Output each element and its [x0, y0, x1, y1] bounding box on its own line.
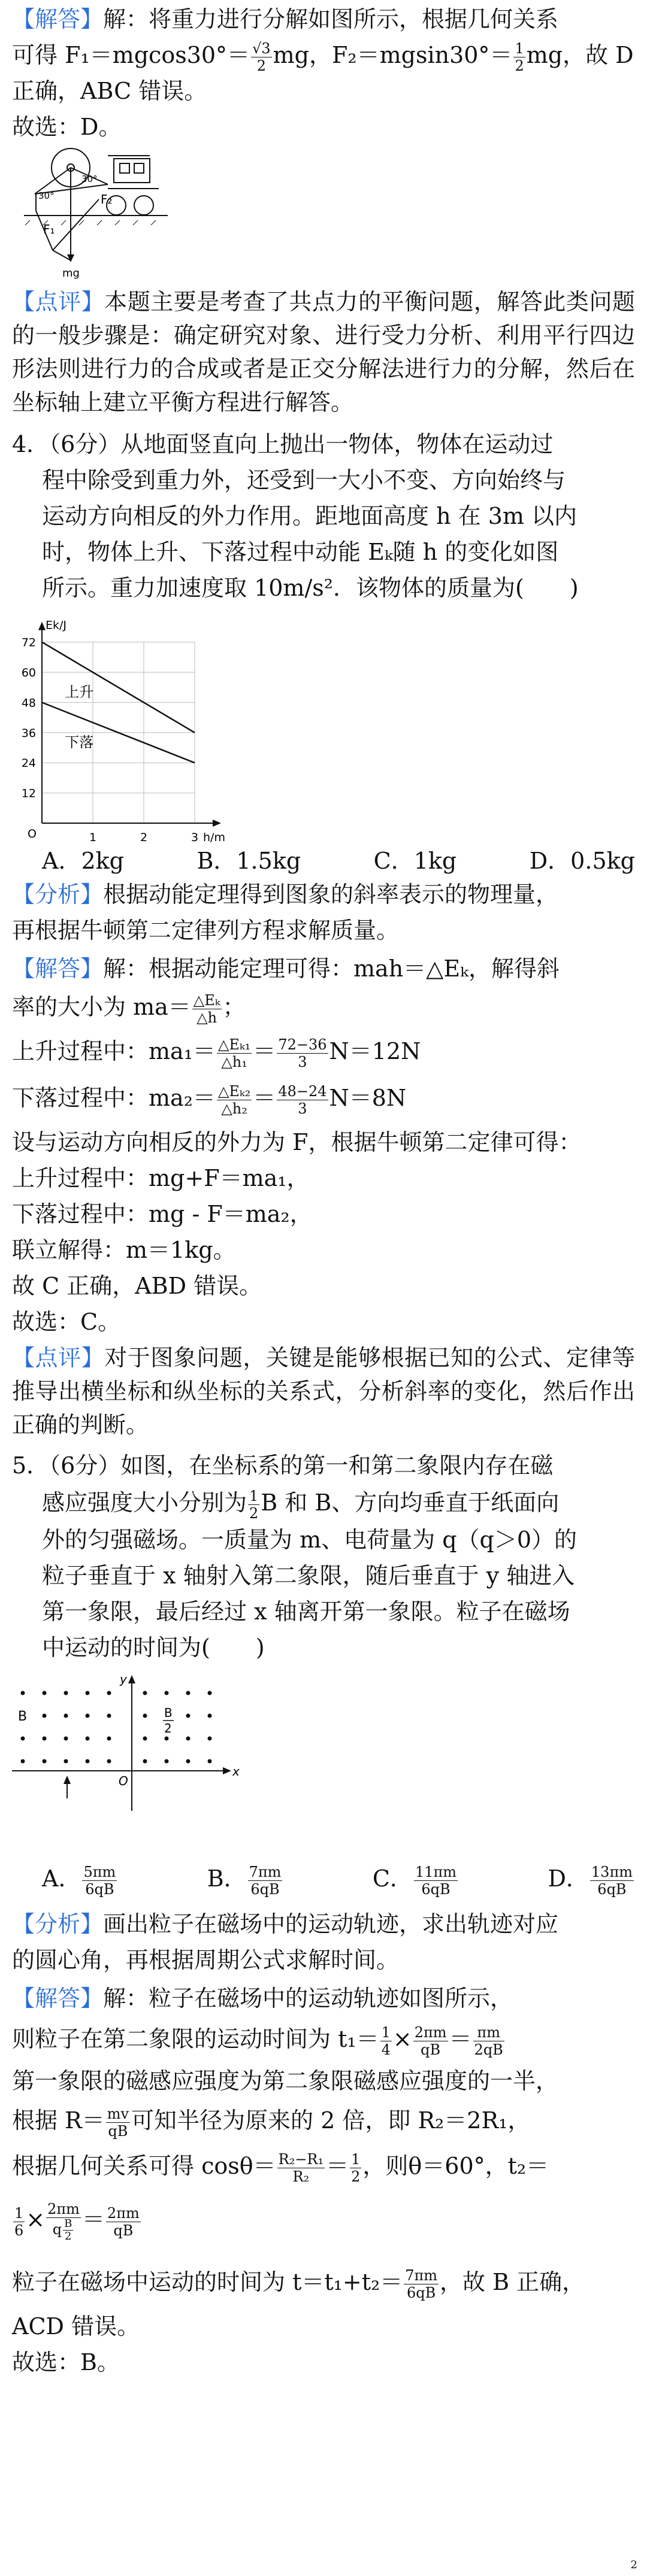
- field-dot: [21, 1737, 25, 1741]
- a5-solution-6: $\frac{1}{6}$ × 2πm q $\frac{B}{2}$ ＝ $\frac{2\pi m}{qB}$: [14, 2201, 140, 2243]
- field-dot: [86, 1737, 90, 1741]
- y-tick-label: 48: [21, 696, 36, 710]
- x-tick-label: 2: [140, 831, 148, 844]
- field-dot: [64, 1714, 68, 1718]
- y-axis-arrow: [128, 1675, 135, 1683]
- field-dot: [165, 1759, 169, 1764]
- field-dot: [21, 1759, 25, 1764]
- q4-option-a: A．2kg: [42, 848, 124, 874]
- p1-answer: 故选：D。: [12, 114, 122, 140]
- a4-s3: 下落过程中：mg - F＝ma₂，: [12, 1201, 313, 1227]
- y-tick-label: 72: [21, 636, 36, 650]
- field-dot: [43, 1737, 47, 1741]
- field-dot: [86, 1759, 90, 1764]
- y-axis-label: Ek/J: [46, 618, 67, 632]
- q5-line1: 5．（6分）如图，在坐标系的第一和第二象限内存在磁: [12, 1452, 554, 1479]
- q5-line5: 第一象限，最后经过 x 轴离开第一象限。粒子在磁场: [42, 1598, 570, 1625]
- a4-analysis-1: 【分析】根据动能定理得到图象的斜率表示的物理量，: [12, 881, 559, 908]
- a5-solution-8: ACD 错误。: [12, 2313, 140, 2340]
- q4-option-c: C．1kg: [373, 848, 457, 874]
- y-axis-arrow: [38, 622, 46, 630]
- q5-option-a: A． $\frac{5\pi m}{6qB}$: [42, 1864, 116, 1898]
- field-dot: [208, 1714, 212, 1718]
- a4-up: 上升过程中：ma₁＝ $\frac{\text{△Eₖ₁}}{\text{△h₁}}$ ＝ $\frac{72-36}{3}$ N＝12N: [12, 1036, 421, 1070]
- q4-line4: 时，物体上升、下落过程中动能 Eₖ随 h 的变化如图: [42, 539, 559, 565]
- a4-analysis-2: 再根据牛顿第二定律列方程求解质量。: [12, 917, 400, 943]
- field-dot: [107, 1737, 111, 1741]
- field-dot: [208, 1759, 212, 1764]
- label-f1: F₁: [43, 222, 55, 236]
- a4-s1: 设与运动方向相反的外力为 F，根据牛顿第二定律可得：: [12, 1129, 582, 1155]
- field-dot: [21, 1691, 25, 1695]
- x-label: x: [232, 1764, 240, 1779]
- field-dot: [107, 1714, 111, 1718]
- a4-answer: 故选：C。: [12, 1309, 121, 1335]
- field-dot: [208, 1691, 212, 1695]
- field-dot: [86, 1691, 90, 1695]
- field-dot: [186, 1714, 191, 1718]
- a5-answer: 故选：B。: [12, 2349, 120, 2375]
- a5-solution-5: 根据几何关系可得 cosθ＝ $\frac{\text{R₂−R₁}}{\text{R₂}}$ ＝ $\frac{1}{2}$ ，则θ＝60°，t₂＝: [12, 2151, 549, 2185]
- q5-line4: 粒子垂直于 x 轴射入第二象限，随后垂直于 y 轴进入: [42, 1562, 575, 1589]
- y-tick-label: 12: [21, 787, 36, 800]
- q5-options: [42, 1862, 635, 1898]
- comment-1: 【点评】本题主要是考查了共点力的平衡问题，解答此类问题的一般步骤是：确定研究对象、进行受力分析、利用平行四边形法则进行力的合成或者是正交分解法进行力的分解，然后在坐标轴上建立平衡方程进行解答。: [12, 289, 635, 415]
- q5-option-d: D． $\frac{13\pi m}{6qB}$: [548, 1864, 633, 1898]
- a4-down: 下落过程中：ma₂＝ $\frac{\text{△Eₖ₂}}{\text{△h₂}}$ ＝ $\frac{48-24}{3}$ N＝8N: [12, 1083, 407, 1117]
- label-b: B: [18, 1709, 28, 1724]
- q5-option-b: B． $\frac{7\pi m}{6qB}$: [207, 1864, 282, 1898]
- a4-solution-2: 率的大小为 ma＝ $\frac{\text{△Eₖ}}{\triangle h}$ ；: [12, 992, 246, 1026]
- p1-line1: 【解答】解：将重力进行分解如图所示，根据几何关系: [12, 6, 559, 32]
- fraction: $\frac{1}{2}$: [515, 40, 524, 74]
- field-dot: [143, 1714, 147, 1718]
- field-dot: [143, 1691, 147, 1695]
- field-dot: [143, 1737, 147, 1741]
- y-tick-label: 36: [21, 726, 36, 740]
- a5-solution-3: 第一象限的磁感应强度为第二象限磁感应强度的一半，: [12, 2068, 559, 2094]
- q4-line2: 程中除受到重力外，还受到一大小不变、方向始终与: [42, 467, 566, 493]
- answer-tag: 【解答】: [12, 6, 104, 32]
- q5-line3: 外的匀强磁场。一质量为 m、电荷量为 q（q＞0）的: [42, 1527, 578, 1553]
- field-dot: [43, 1714, 47, 1718]
- ek-h-chart: [12, 617, 264, 856]
- label-30b: 30°: [81, 174, 98, 184]
- force-diagram: [24, 144, 204, 281]
- origin-label: O: [119, 1774, 128, 1788]
- x-axis-arrow: [223, 1767, 231, 1774]
- p1-line2: 可得 F₁＝mgcos30°＝ $\frac{√3}{2}$ mg，F₂＝mgsin30°＝ $\frac{1}{2}$ mg，故 D: [12, 40, 634, 74]
- y-tick-label: 24: [21, 757, 36, 770]
- x-axis-arrow: [213, 820, 221, 827]
- label-30a: 30°: [38, 190, 55, 201]
- field-dot: [64, 1759, 68, 1764]
- field-dot: [186, 1759, 191, 1764]
- label-b2-den: 2: [164, 1721, 172, 1735]
- field-dot: [43, 1759, 47, 1764]
- field-dot: [86, 1714, 90, 1718]
- field-dot: [143, 1759, 147, 1764]
- field-dot: [186, 1737, 191, 1741]
- field-dot: [107, 1691, 111, 1695]
- y-tick-label: 60: [21, 666, 36, 679]
- x-tick-label: 3: [191, 831, 199, 844]
- field-dot: [186, 1691, 191, 1695]
- field-dot: [43, 1691, 47, 1695]
- page-number: 2: [630, 2559, 637, 2571]
- particle-arrow-head: [64, 1776, 71, 1784]
- field-dot: [208, 1737, 212, 1741]
- label-f2: F₂: [101, 192, 113, 207]
- a5-solution-1: 【解答】解：粒子在磁场中的运动轨迹如图所示，: [12, 1985, 513, 2011]
- field-dot: [64, 1737, 68, 1741]
- fraction: $\frac{√3}{2}$: [252, 40, 271, 74]
- q5-line2: 感应强度大小分别为 $\frac{1}{2}$ B 和 B、方向均垂直于纸面向: [42, 1488, 560, 1522]
- series-label-1: 上升: [65, 684, 94, 701]
- label-mg: mg: [62, 267, 80, 280]
- x-tick-label: 1: [89, 831, 97, 844]
- p1-line3: 正确，ABC 错误。: [12, 78, 207, 104]
- q4-line5: 所示。重力加速度取 10m/s²．该物体的质量为( ): [42, 575, 579, 601]
- x-axis-label: h/m: [203, 831, 225, 844]
- a5-solution-7: 粒子在磁场中运动的时间为 t＝t₁+t₂＝ $\frac{7\pi m}{6qB}$ ，故 B 正确，: [12, 2267, 585, 2301]
- q4-line1: 4．（6分）从地面竖直向上抛出一物体，物体在运动过: [12, 431, 554, 457]
- a4-solution-1: 【解答】解：根据动能定理可得：mah＝△Eₖ，解得斜: [12, 955, 560, 982]
- a4-s4: 联立解得：m＝1kg。: [12, 1237, 236, 1263]
- field-dot: [165, 1737, 169, 1741]
- a5-analysis-1: 【分析】画出粒子在磁场中的运动轨迹，求出轨迹对应: [12, 1911, 559, 1937]
- origin-label: O: [28, 827, 37, 841]
- a4-s2: 上升过程中：mg+F＝ma₁，: [12, 1165, 310, 1191]
- comment-2: 【点评】对于图象问题，关键是能够根据已知的公式、定律等推导出横坐标和纵坐标的关系式，分析斜率的变化，然后作出正确的判断。: [12, 1345, 635, 1438]
- q4-line3: 运动方向相反的外力作用。距地面高度 h 在 3m 以内: [42, 503, 578, 529]
- q4-option-d: D．0.5kg: [529, 848, 635, 874]
- q5-line6: 中运动的时间为( ): [42, 1634, 265, 1661]
- a4-s5: 故 C 正确，ABD 错误。: [12, 1273, 262, 1299]
- series-label-2: 下落: [65, 733, 94, 751]
- field-dot: [107, 1759, 111, 1764]
- label-b2-num: B: [164, 1706, 173, 1720]
- a5-solution-4: 根据 R＝ $\frac{mv}{qB}$ 可知半径为原来的 2 倍，即 R₂＝2R₁，: [12, 2105, 531, 2140]
- a5-analysis-2: 的圆心角，再根据周期公式求解时间。: [12, 1947, 400, 1973]
- field-dot: [64, 1691, 68, 1695]
- field-dot: [165, 1691, 169, 1695]
- q4-option-b: B．1.5kg: [196, 848, 301, 874]
- q4-options: [42, 844, 635, 878]
- magnetic-field-diagram: [12, 1670, 240, 1814]
- q5-option-c: C． $\frac{11\pi m}{6qB}$: [372, 1864, 457, 1898]
- y-label: y: [120, 1672, 127, 1686]
- a5-solution-2: 则粒子在第二象限的运动时间为 t₁＝ $\frac{1}{4}$ × $\frac{2\pi m}{qB}$ ＝ $\frac{\pi m}{2qB}$: [12, 2024, 503, 2058]
